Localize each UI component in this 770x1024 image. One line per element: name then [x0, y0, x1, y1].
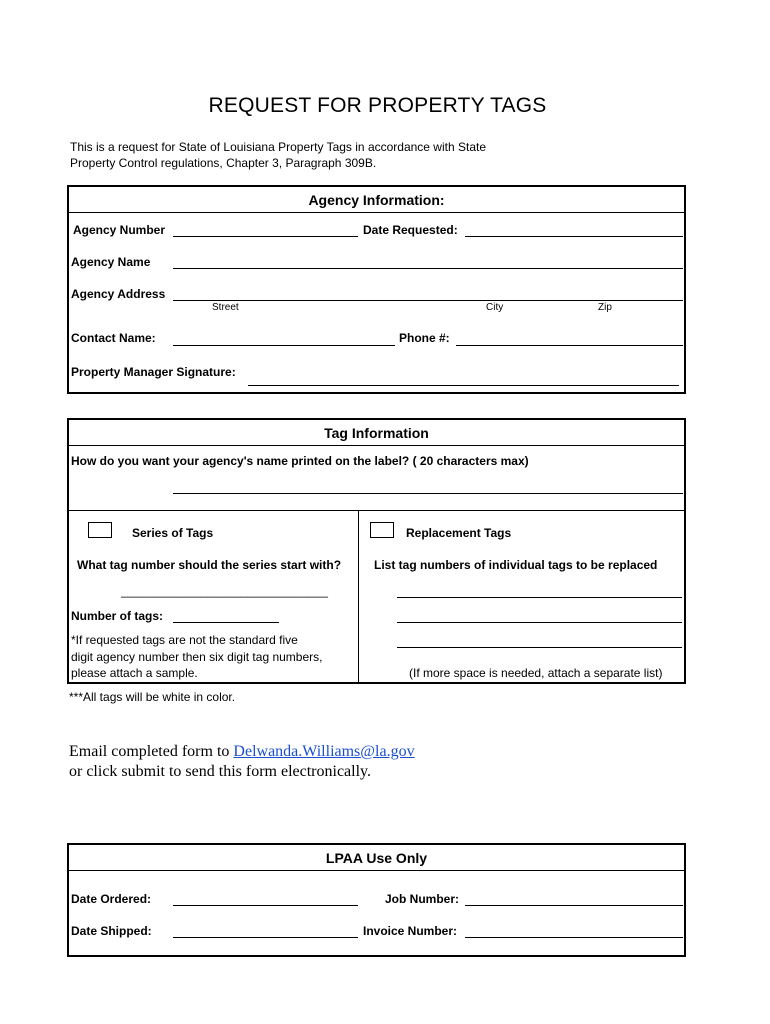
- date-ordered-field[interactable]: [173, 905, 358, 906]
- contact-name-label: Contact Name:: [71, 331, 156, 345]
- phone-label: Phone #:: [399, 331, 450, 345]
- nonstandard-note-line-1: *If requested tags are not the standard five: [71, 633, 298, 647]
- signature-field[interactable]: [248, 385, 679, 386]
- number-of-tags-label: Number of tags:: [71, 609, 164, 623]
- date-requested-field[interactable]: [465, 236, 683, 237]
- date-ordered-label: Date Ordered:: [71, 892, 152, 906]
- email-instructions: [69, 742, 415, 782]
- number-of-tags-field[interactable]: [173, 622, 279, 623]
- email-line-2: or click submit to send this form electronically.: [69, 763, 371, 780]
- series-of-tags-checkbox[interactable]: [88, 522, 112, 538]
- nonstandard-note-line-3: please attach a sample.: [71, 666, 198, 680]
- page-title: REQUEST FOR PROPERTY TAGS: [208, 94, 547, 117]
- zip-label: Zip: [598, 302, 612, 313]
- street-label: Street: [212, 302, 239, 313]
- invoice-number-field[interactable]: [465, 937, 683, 938]
- agency-header-divider: [68, 212, 685, 213]
- agency-name-question: How do you want your agency's name printed on the label? ( 20 characters max): [71, 454, 529, 468]
- city-label: City: [486, 302, 504, 313]
- intro-line-2: Property Control regulations, Chapter 3, Paragraph 309B.: [70, 156, 377, 170]
- series-of-tags-label: Series of Tags: [132, 526, 214, 540]
- agency-info-heading: Agency Information:: [308, 192, 445, 208]
- phone-field[interactable]: [456, 345, 683, 346]
- replacement-tag-field-1[interactable]: [397, 597, 682, 598]
- agency-number-label: Agency Number: [73, 223, 166, 237]
- intro-line-1: This is a request for State of Louisiana Property Tags in accordance with State: [70, 140, 487, 154]
- agency-name-field[interactable]: [173, 268, 683, 269]
- date-shipped-label: Date Shipped:: [71, 924, 152, 938]
- job-number-label: Job Number:: [385, 892, 460, 906]
- agency-name-label: Agency Name: [71, 255, 151, 269]
- date-shipped-field[interactable]: [173, 937, 358, 938]
- lpaa-heading: LPAA Use Only: [325, 850, 428, 866]
- agency-number-field[interactable]: [173, 236, 358, 237]
- job-number-field[interactable]: [465, 905, 683, 906]
- tag-info-heading: Tag Information: [324, 425, 429, 441]
- replacement-tags-checkbox[interactable]: [370, 522, 394, 538]
- series-start-question: What tag number should the series start with?: [77, 558, 342, 572]
- replacement-tag-field-3[interactable]: [397, 647, 682, 648]
- tag-options-divider: [68, 510, 685, 511]
- invoice-number-label: Invoice Number:: [363, 924, 458, 938]
- email-line-1: [69, 742, 415, 762]
- replacement-tag-field-2[interactable]: [397, 622, 682, 623]
- email-prefix: Email completed form to: [69, 743, 234, 760]
- intro-text: [70, 139, 550, 171]
- label-name-field[interactable]: [173, 493, 683, 494]
- date-requested-label: Date Requested:: [363, 223, 458, 237]
- replacement-tags-label: Replacement Tags: [406, 526, 512, 540]
- agency-address-label: Agency Address: [71, 287, 166, 301]
- replacement-question: List tag numbers of individual tags to be replaced: [374, 558, 658, 572]
- more-space-note: (If more space is needed, attach a separate list): [409, 666, 663, 680]
- series-start-blank[interactable]: _______________________________: [121, 584, 328, 598]
- email-link[interactable]: Delwanda.Williams@la.gov: [233, 743, 415, 760]
- white-tags-note: ***All tags will be white in color.: [69, 690, 236, 704]
- tag-header-divider: [68, 445, 685, 446]
- agency-address-field[interactable]: [173, 300, 683, 301]
- contact-name-field[interactable]: [173, 345, 395, 346]
- nonstandard-note-line-2: digit agency number then six digit tag numbers,: [71, 650, 323, 664]
- lpaa-header-divider: [68, 870, 685, 871]
- tag-options-column-divider: [358, 510, 359, 683]
- signature-label: Property Manager Signature:: [71, 365, 236, 379]
